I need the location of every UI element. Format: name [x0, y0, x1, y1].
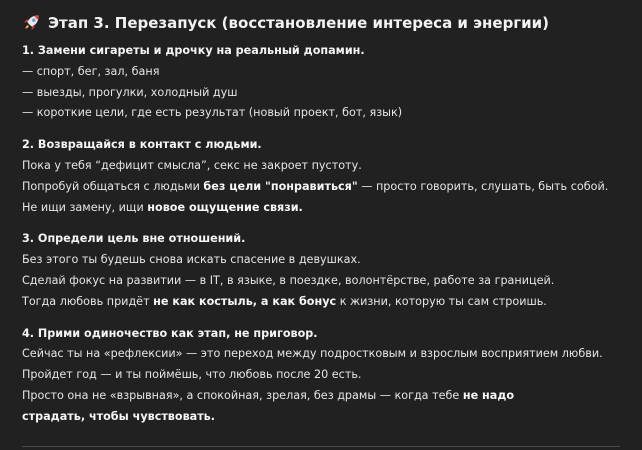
text-segment: Не ищи замену, ищи — [22, 200, 148, 214]
text-segment: Тогда любовь придёт — [22, 294, 154, 308]
section-heading: 1. Замени сигареты и дрочку на реальный допамин. — [22, 44, 365, 57]
section-2 — [22, 135, 632, 218]
section-heading: 4. Прими одиночество как этап, не приговор. — [22, 326, 318, 340]
text-line: Сейчас ты на «рефлексии» — это переход между подростковым и взрослым восприятием любви. — [22, 347, 603, 361]
text-line: Сделай фокус на развитии — в IT, в языке, в поездке, волонтёрстве, работе за границей. — [22, 273, 555, 287]
text-line: Пока у тебя “дефицит смысла”, секс не закроет пустоту. — [22, 158, 362, 172]
section-heading: 2. Возвращайся в контакт с людьми. — [22, 138, 262, 152]
text-line — [22, 386, 567, 428]
text-line — [22, 198, 632, 219]
text-segment: — просто говорить, слушать, быть собой. — [357, 179, 609, 193]
bold-segment: новое ощущение связи. — [147, 200, 303, 214]
text-line: — короткие цели, где есть результат (новый проект, бот, язык) — [22, 106, 403, 120]
text-line: Пройдет год — и ты поймёшь, что любовь после 20 есть. — [22, 368, 362, 382]
bold-segment: не как костыль, а как бонус — [153, 294, 337, 308]
section-3 — [22, 229, 632, 312]
section-1 — [22, 41, 632, 124]
section-heading: 3. Определи цель вне отношений. — [22, 232, 246, 246]
text-line: Без этого ты будешь снова искать спасение в девушках. — [22, 253, 361, 267]
text-segment: Попробуй общаться с людьми — [22, 179, 204, 193]
rocket-icon — [22, 14, 40, 32]
sections-container — [22, 41, 632, 428]
text-line — [22, 177, 632, 198]
text-segment: к жизни, которую ты сам строишь. — [336, 294, 547, 308]
text-line: — спорт, бег, зал, баня — [22, 64, 160, 78]
section-title — [22, 10, 632, 36]
bold-segment: не надо страдать, чтобы чувствовать. — [22, 388, 515, 423]
text-line — [22, 292, 632, 313]
text-line: — выезды, прогулки, холодный душ — [22, 85, 238, 99]
title-text: Этап 3. Перезапуск (восстановление интереса и энергии) — [48, 14, 550, 32]
bottom-divider — [22, 446, 620, 447]
text-segment: Просто она не «взрывная», а спокойная, зрелая, без драмы — когда тебе — [22, 388, 463, 402]
section-4 — [22, 324, 632, 428]
bold-segment: без цели "понравиться" — [203, 179, 358, 193]
